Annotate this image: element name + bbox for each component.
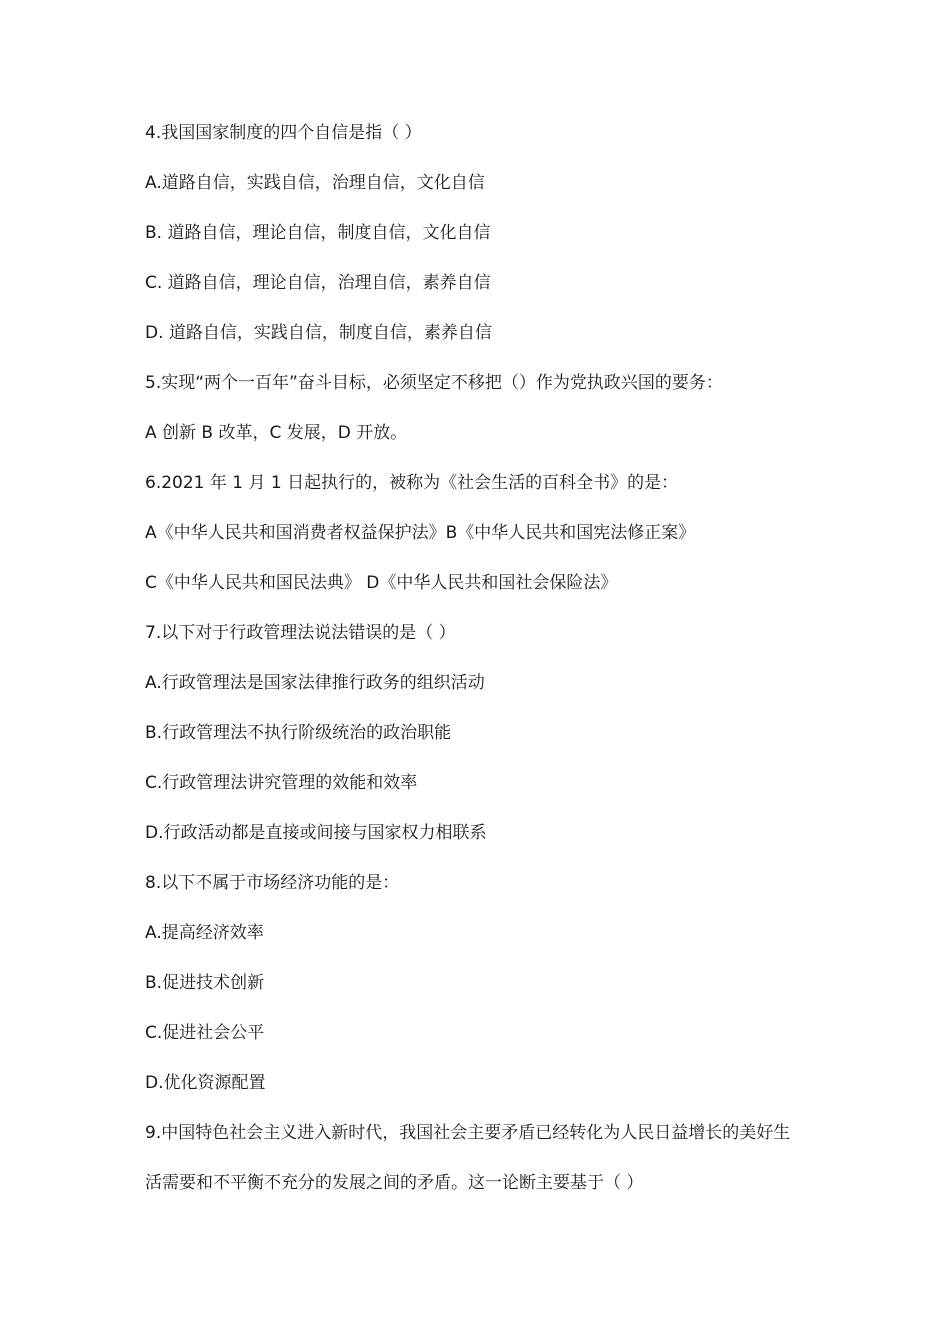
question-7-stem: 7.以下对于行政管理法说法错误的是（ ）: [145, 623, 456, 643]
question-8-option-b: B.促进技术创新: [145, 973, 265, 993]
question-4-option-b: B. 道路自信，理论自信，制度自信，文化自信: [145, 223, 491, 243]
question-4-stem: 4.我国国家制度的四个自信是指（ ）: [145, 123, 422, 143]
question-4-option-a: A.道路自信，实践自信，治理自信，文化自信: [145, 173, 485, 193]
question-7-option-b: B.行政管理法不执行阶级统治的政治职能: [145, 723, 452, 743]
question-5-options: A 创新 B 改革，C 发展，D 开放。: [145, 423, 408, 443]
question-7-option-d: D.行政活动都是直接或间接与国家权力相联系: [145, 823, 487, 843]
question-6-options-cd: C《中华人民共和国民法典》 D《中华人民共和国社会保险法》: [145, 573, 618, 593]
question-8-option-c: C.促进社会公平: [145, 1023, 265, 1043]
question-4-option-c: C. 道路自信，理论自信，治理自信，素养自信: [145, 273, 491, 293]
question-6-options-ab: A《中华人民共和国消费者权益保护法》B《中华人民共和国宪法修正案》: [145, 523, 696, 543]
question-4-option-d: D. 道路自信，实践自信，制度自信，素养自信: [145, 323, 492, 343]
question-8-stem: 8.以下不属于市场经济功能的是：: [145, 873, 400, 893]
question-5-stem: 5.实现“两个一百年”奋斗目标，必须坚定不移把（）作为党执政兴国的要务：: [145, 373, 723, 393]
document-page: [145, 121, 825, 1221]
question-7-option-a: A.行政管理法是国家法律推行政务的组织活动: [145, 673, 485, 693]
question-8-option-a: A.提高经济效率: [145, 923, 264, 943]
question-9-stem-line-2: 活需要和不平衡不充分的发展之间的矛盾。这一论断主要基于（ ）: [145, 1173, 644, 1193]
question-9-stem-line-1: 9.中国特色社会主义进入新时代，我国社会主要矛盾已经转化为人民日益增长的美好生: [145, 1123, 791, 1143]
question-8-option-d: D.优化资源配置: [145, 1073, 266, 1093]
question-6-stem: 6.2021 年 1 月 1 日起执行的，被称为《社会生活的百科全书》的是：: [145, 473, 679, 493]
question-7-option-c: C.行政管理法讲究管理的效能和效率: [145, 773, 418, 793]
